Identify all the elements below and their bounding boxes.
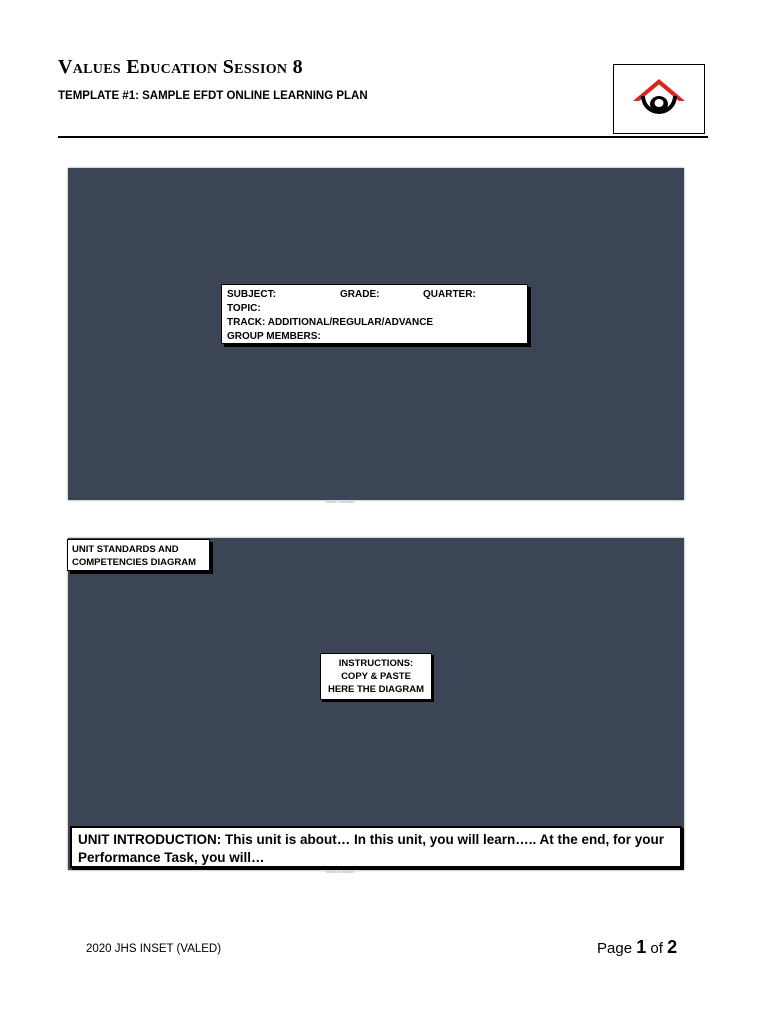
- instructions-line2: COPY & PASTE: [341, 671, 411, 682]
- info-box: [221, 284, 528, 344]
- quarter-label: QUARTER:: [423, 289, 476, 300]
- document-subtitle: TEMPLATE #1: SAMPLE EFDT ONLINE LEARNING PLAN: [58, 90, 368, 102]
- track-label: TRACK: ADDITIONAL/REGULAR/ADVANCE: [227, 317, 434, 328]
- page-number: [597, 937, 677, 958]
- slide-title-card: [68, 168, 684, 500]
- unit-introduction-text-1: : This unit is about… In this unit, you will learn….. At the end, for your: [216, 832, 665, 847]
- unit-introduction-text-2: Performance Task, you will…: [78, 850, 265, 865]
- unit-standards-line2: COMPETENCIES DIAGRAM: [72, 557, 197, 568]
- instructions-line3: HERE THE DIAGRAM: [327, 684, 425, 695]
- topic-label: TOPIC:: [227, 303, 261, 314]
- subject-label: SUBJECT:: [227, 289, 276, 300]
- page-current: 1: [636, 937, 647, 957]
- slide2-caption: DEPED ACADEMIES: [326, 870, 355, 874]
- page-total: 2: [667, 937, 678, 957]
- deped-logo-icon: [614, 65, 704, 133]
- grade-label: GRADE:: [340, 289, 380, 300]
- unit-standards-line1: UNIT STANDARDS AND: [72, 544, 179, 555]
- header-rule: [58, 136, 708, 138]
- unit-introduction-label: UNIT INTRODUCTION: [78, 832, 217, 847]
- group-members-label: GROUP MEMBERS:: [227, 331, 321, 342]
- unit-introduction-box: [70, 826, 682, 868]
- instructions-box: [320, 653, 432, 700]
- document-title: Values Education Session 8: [58, 56, 303, 78]
- footer-left: 2020 JHS INSET (VALED): [86, 943, 222, 955]
- unit-standards-label: [67, 539, 210, 571]
- page-of: of: [650, 940, 663, 957]
- instructions-line1: INSTRUCTIONS:: [338, 658, 414, 669]
- logo-frame: [613, 64, 705, 134]
- page-word: Page: [597, 940, 633, 957]
- slide1-caption: DEPED ACADEMIES: [326, 500, 355, 504]
- slide-unit-standards: [68, 538, 684, 870]
